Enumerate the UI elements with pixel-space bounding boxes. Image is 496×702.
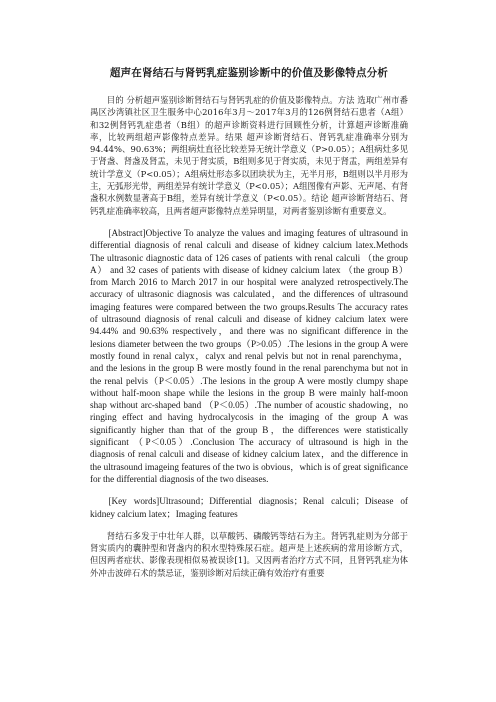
chinese-abstract: 目的 分析超声鉴别诊断肾结石与肾钙乳症的价值及影像特点。方法 选取广州市番禺区沙湾镇社区卫生服务中心2016年3月～2017年3月的126例肾结石患者（A组）和32例肾钙乳症患者（B组）的超声诊断资料进行回顾性分析，计算超声诊断准确率，比较两组超声影像特点差异。结果 超声诊断肾结石、肾钙乳症准确率分别为 94.44%、90.63%；两组病灶直径比较差异无统计学意义（P>0.05）；A组病灶多见于肾盏、肾盏及肾盂，未见于肾实质，B组则多见于肾实质，未见于肾盂，两组差异有统计学意义（P<0.05）；A组病灶形态多以团块状为主，无半月形，B组则以半月形为主，无弧形光带，两组差异有统计学意义（P<0.05）；A组图像有声影、无声尾、有肾盏积水例数显著高于B组，差异有统计学意义（P<0.05）。结论 超声诊断肾结石、肾钙乳症准确率较高，且两者超声影像特点差异明显，对两者鉴别诊断有重要意义。 bbox=[90, 95, 408, 216]
body-paragraph: 肾结石多发于中壮年人群，以草酸钙、磷酸钙等结石为主。肾钙乳症则为分部于肾实质内的囊肿型和肾盏内的积水型特殊尿石症。超声是上述疾病的常用诊断方式，但因两者症状、影像表现相似易被误诊[1]。又因两者治疗方式不同，且肾钙乳症为体外冲击波碎石术的禁忌证，鉴别诊断对后续正确有效治疗有重要 bbox=[90, 530, 408, 578]
english-keywords: [Key words]Ultrasound；Differential diagnosis；Renal calculi；Disease of kidney calcium latex；Imaging features bbox=[90, 496, 408, 519]
english-abstract: [Abstract]Objective To analyze the values and imaging features of ultrasound in differential diagnosis of renal calculi and disease of kidney calcium latex.Methods The ultrasonic diagnostic data of 126 cases of patients with renal calculi （the group A） and 32 cases of patients with disease of kidney calcium latex （the group B） from March 2016 to March 2017 in our hospital were analyzed retrospectively.The accuracy of ultrasonic diagnosis was calculated，and the differences of ultrasound imaging features were compared between the two groups.Results The accuracy rates of ultrasound diagnosis of renal calculi and disease of kidney calcium latex were 94.44% and 90.63% respectively，and there was no significant difference in the lesions diameter between the two groups（P>0.05）.The lesions in the group A were mostly found in renal calyx，calyx and renal pelvis but not in renal parenchyma，and the lesions in the group B were mostly found in the renal parenchyma but not in the renal pelvis（P＜0.05）.The lesions in the group A were mostly clumpy shape without half-moon shape while the lesions in the group B were mainly half-moon shap without arc-shaped band （P＜0.05）.The number of acoustic shadowing，no ringing effect and having hydrocalycosis in the imaging of the group A was significantly higher than that of the group B，the differences were statistically significant （P＜0.05）.Conclusion The accuracy of ultrasound is high in the diagnosis of renal calculi and disease of kidney calcium latex，and the difference in the ultrasound imageing features of the two is obvious，which is of great significance for the differential diagnosis of the two diseases. bbox=[90, 227, 408, 484]
paper-title: 超声在肾结石与肾钙乳症鉴别诊断中的价值及影像特点分析 bbox=[109, 67, 389, 79]
